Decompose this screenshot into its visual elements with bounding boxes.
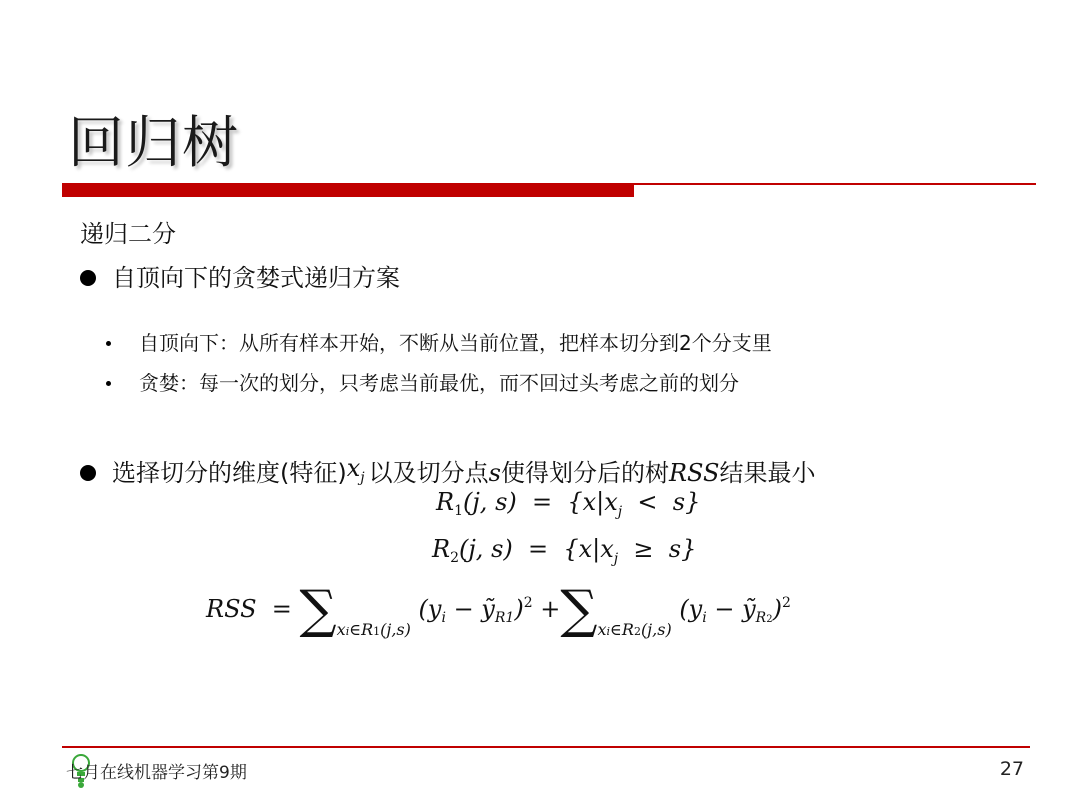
bullet-dot-icon bbox=[80, 465, 96, 481]
bullet-item-1 bbox=[80, 262, 400, 294]
page-number: 27 bbox=[999, 758, 1024, 780]
footer-brand: 七月在线机器学习第9期 bbox=[66, 763, 247, 783]
sub-bullet-2 bbox=[106, 369, 739, 397]
title-underline-thin bbox=[634, 183, 1036, 185]
sub-bullet-text-1: 自顶向下：从所有样本开始，不断从当前位置，把样本切分到2个分支里 bbox=[139, 331, 772, 355]
equation-rss: RSS = $\sum_{xi\in R1(j,s)}$ ($y_i$ − ỹ$_{R1}$)$^2$ $+\sum_{xi\in R2(j,s)}$ ($y_i$ − ỹ$_{R2}$)$^2$ bbox=[206, 580, 791, 640]
bullet-text-2d: 结果最小 bbox=[719, 458, 816, 487]
bullet-text-2b: 以及切分点 bbox=[368, 458, 489, 487]
footer-rule bbox=[62, 746, 1030, 748]
subheading: 递归二分 bbox=[80, 220, 176, 248]
var-rss: RSS bbox=[668, 458, 720, 487]
bullet-dot-icon bbox=[80, 270, 96, 286]
equation-r1: $R_1(j$, $s) = \{x|x_j < s\}$ bbox=[436, 488, 701, 520]
bullet-text-1: 自顶向下的贪婪式递归方案 bbox=[112, 264, 400, 292]
bullet-text-2a: 选择切分的维度(特征) bbox=[112, 458, 347, 487]
equation-r2: $R_2(j$, $s) = \{x|x_j \ge s\}$ bbox=[432, 535, 697, 567]
title-underline-thick bbox=[62, 183, 634, 197]
sub-bullet-dot-icon bbox=[106, 341, 111, 346]
slide-title: 回归树 bbox=[68, 111, 239, 176]
sub-bullet-text-2: 贪婪：每一次的划分，只考虑当前最优，而不回过头考虑之前的划分 bbox=[139, 371, 739, 395]
sub-bullet-dot-icon bbox=[106, 381, 111, 386]
var-xj: $x_j$ bbox=[346, 454, 365, 486]
sub-bullet-1 bbox=[106, 329, 772, 357]
bullet-text-2c: 使得划分后的树 bbox=[500, 458, 669, 487]
var-s: s bbox=[488, 458, 501, 487]
